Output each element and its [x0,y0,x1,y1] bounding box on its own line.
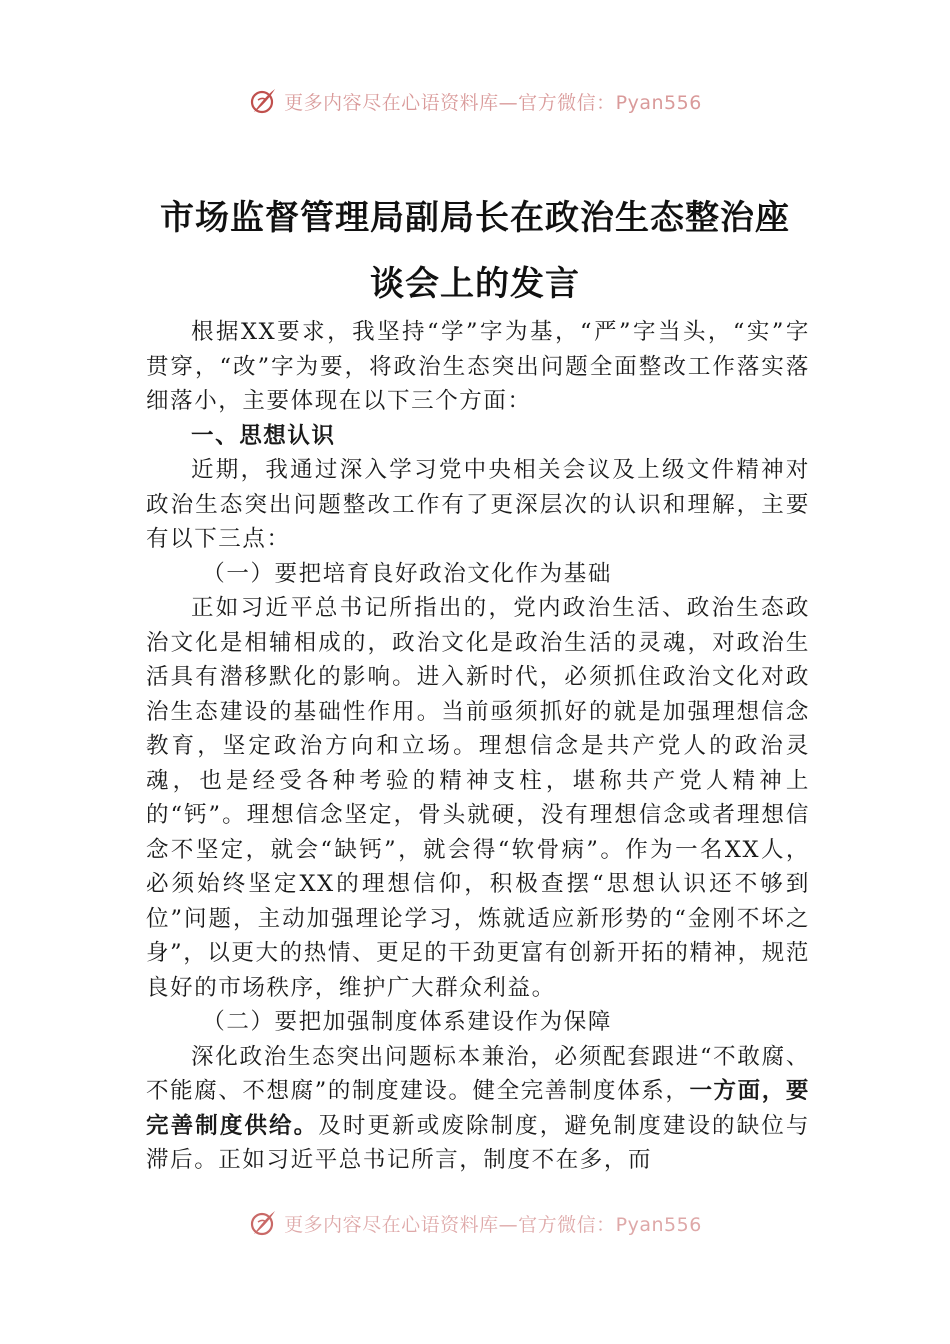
watermark-text: 更多内容尽在心语资料库—官方微信：Pyan556 [284,91,702,114]
subsection2-body-part2: 及时更新或废除制度，避免制度建设的缺位与滞后。正如习近平总书记所言，制度不在多，而 [146,1112,810,1173]
document-title-line-1: 市场监督管理局副局长在政治生态整治座 [160,198,790,238]
intro-paragraph: 根据XX要求，我坚持“学”字为基，“严”字当头，“实”字贯穿，“改”字为要，将政治生态突出问题全面整改工作落实落细落小，主要体现在以下三个方面： [146,319,810,414]
feather-quill-logo-icon [248,86,278,116]
document-body [146,315,810,1178]
watermark-footer [0,1208,950,1238]
subsection2-body-part1: 深化政治生态突出问题标本兼治，必须配套跟进“不敢腐、不能腐、不想腐”的制度建设。健全完善制度体系， [146,1043,810,1104]
document-title-line-2: 谈会上的发言 [370,264,580,304]
subsection-heading-2: （二）要把加强制度体系建设作为保障 [202,1009,612,1035]
section-heading-1: 一、思想认识 [191,422,336,449]
watermark-header [0,86,950,116]
subsection2-body-bold: 一方面，要完善制度供给。 [146,1078,810,1139]
watermark-text: 更多内容尽在心语资料库—官方微信：Pyan556 [284,1213,702,1236]
subsection-heading-1: （一）要把培育良好政治文化作为基础 [202,560,612,587]
section1-intro-paragraph: 近期，我通过深入学习党中央相关会议及上级文件精神对政治生态突出问题整改工作有了更深层次的认识和理解，主要有以下三点： [146,457,810,552]
subsection1-body-paragraph: 正如习近平总书记所指出的，党内政治生活、政治生态政治文化是相辅相成的，政治文化是政治生活的灵魂，对政治生活具有潜移默化的影响。进入新时代，必须抓住政治文化对政治生态建设的基础性作用。当前亟须抓好的就是加强理想信念教育，坚定政治方向和立场。理想信念是共产党人的政治灵魂，也是经受各种考验的精神支柱，堪称共产党人精神上的“钙”。理想信念坚定，骨头就硬，没有理想信念或者理想信念不坚定，就会“缺钙”，就会得“软骨病”。作为一名XX人，必须始终坚定XX的理想信仰，积极查摆“思想认识还不够到位”问题，主动加强理论学习，炼就适应新形势的“金刚不坏之身”，以更大的热情、更足的干劲更富有创新开拓的精神，规范良好的市场秩序，维护广大群众利益。 [146,595,810,1001]
subsection2-body-paragraph [146,1040,810,1178]
feather-quill-logo-icon [248,1208,278,1238]
